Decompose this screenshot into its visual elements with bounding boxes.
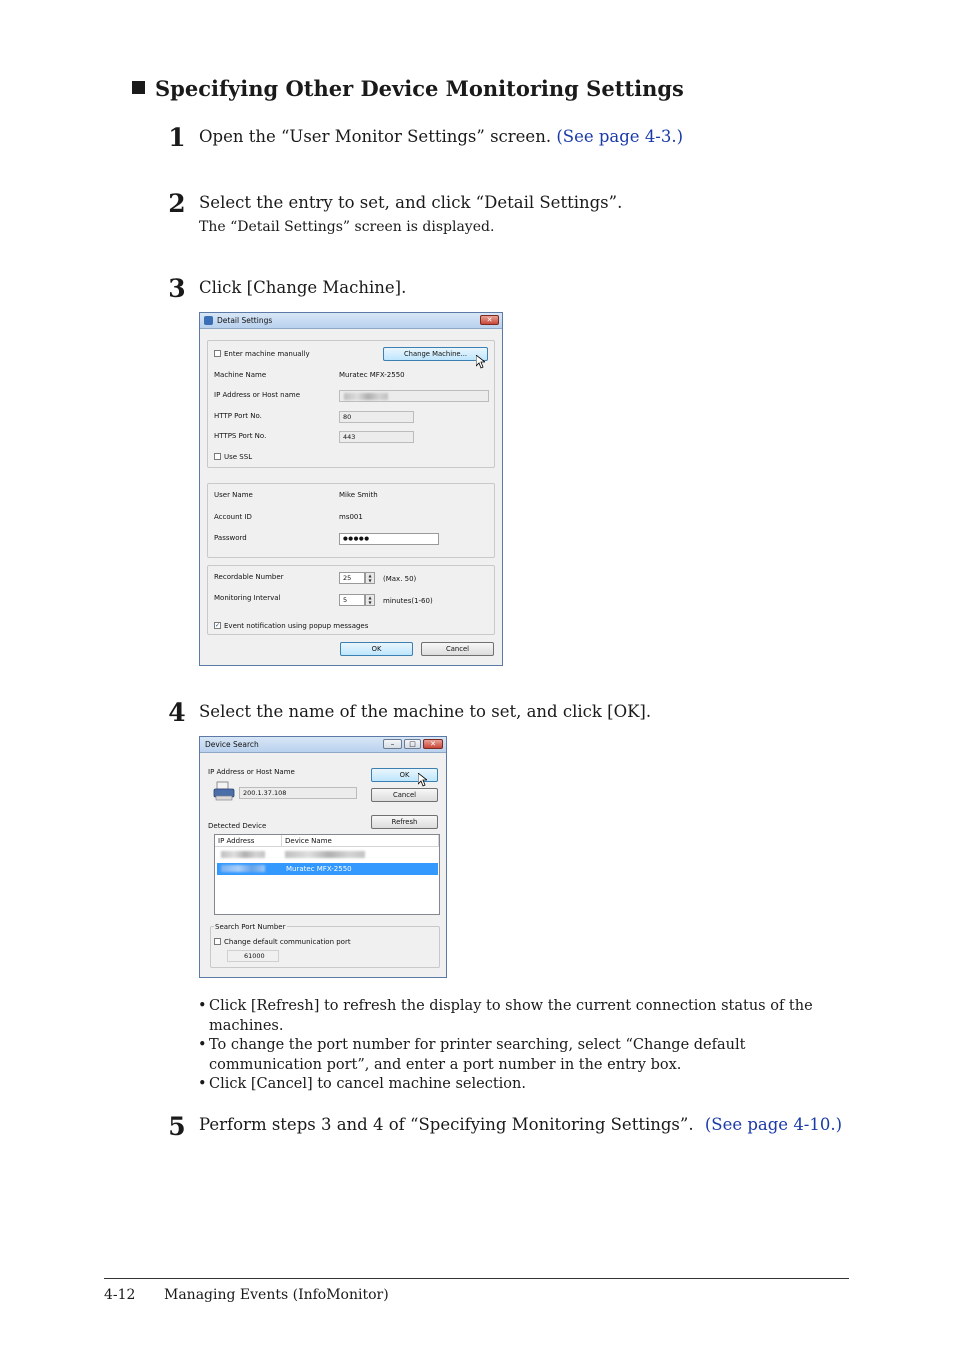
- search-port-label: Search Port Number: [215, 923, 286, 931]
- refresh-button[interactable]: Refresh: [371, 815, 438, 829]
- step-text-4: Select the name of the machine to set, and click [OK].: [199, 702, 652, 721]
- detected-device-label: Detected Device: [208, 822, 267, 830]
- minimize-icon[interactable]: –: [383, 739, 402, 749]
- http-port-field[interactable]: 80: [339, 411, 414, 423]
- detail-settings-dialog: [199, 312, 503, 666]
- step-number-2: 2: [168, 189, 186, 218]
- notes-list: [198, 997, 858, 1095]
- step-number-1: 1: [168, 123, 186, 152]
- cancel-button[interactable]: Cancel: [421, 642, 494, 656]
- printer-icon: [213, 781, 235, 801]
- https-port-label: HTTPS Port No.: [214, 432, 267, 440]
- account-id-value: ms001: [339, 513, 363, 521]
- password-field[interactable]: ●●●●●: [339, 533, 439, 545]
- event-notification-label: Event notification using popup messages: [224, 622, 369, 630]
- see-page-link-5[interactable]: (See page 4-10.): [704, 1115, 843, 1134]
- redacted-ip: [221, 851, 265, 858]
- monitoring-interval-unit: minutes(1-60): [383, 597, 433, 605]
- recordable-number-label: Recordable Number: [214, 573, 284, 581]
- dialog-titlebar: [200, 737, 446, 753]
- ip-host-label: IP Address or Host Name: [208, 768, 295, 776]
- step-number-5: 5: [168, 1112, 186, 1141]
- table-row[interactable]: [217, 863, 438, 875]
- square-bullet-icon: [132, 81, 145, 94]
- dialog-title: Device Search: [205, 740, 259, 749]
- use-ssl-label: Use SSL: [224, 453, 253, 461]
- step-number-3: 3: [168, 274, 186, 303]
- list-item: • To change the port number for printer searching, select “Change default communication port”, and enter a port number in the entry box.: [198, 1036, 858, 1075]
- device-list[interactable]: [214, 834, 440, 915]
- change-port-label: Change default communication port: [224, 938, 351, 946]
- device-search-dialog: [199, 736, 447, 978]
- machine-name-value: Muratec MFX-2550: [339, 371, 405, 379]
- monitoring-interval-label: Monitoring Interval: [214, 594, 281, 602]
- page-number: 4-12: [104, 1287, 136, 1303]
- redacted-device-name: [285, 851, 365, 858]
- footer-divider: [104, 1278, 849, 1279]
- close-icon[interactable]: ✕: [423, 739, 443, 749]
- mouse-cursor-icon: [418, 773, 427, 787]
- maximize-icon[interactable]: □: [404, 739, 421, 749]
- ip-host-field[interactable]: 200.1.37.108: [239, 787, 357, 799]
- step-subtext-2: The “Detail Settings” screen is displayed.: [199, 219, 495, 235]
- dialog-titlebar: [200, 313, 502, 329]
- section-heading: Specifying Other Device Monitoring Settings: [132, 76, 684, 101]
- monitoring-interval-spinner[interactable]: ▲ ▼: [365, 594, 375, 606]
- device-name-cell: Muratec MFX-2550: [286, 865, 352, 873]
- account-id-label: Account ID: [214, 513, 252, 521]
- use-ssl-checkbox[interactable]: [214, 453, 221, 460]
- change-machine-button[interactable]: Change Machine...: [383, 347, 488, 361]
- step-text-5: Perform steps 3 and 4 of “Specifying Monitoring Settings”. (See page 4-10.): [199, 1115, 843, 1134]
- redacted-ip: [221, 865, 265, 872]
- close-icon[interactable]: ✕: [480, 315, 499, 325]
- list-item: • Click [Refresh] to refresh the display to show the current connection status of the machines.: [198, 997, 858, 1036]
- ip-address-field[interactable]: [339, 390, 489, 402]
- event-notification-checkbox[interactable]: ✓: [215, 622, 221, 629]
- monitoring-interval-field[interactable]: 5: [339, 594, 365, 606]
- recordable-number-unit: (Max. 50): [383, 575, 417, 583]
- https-port-field[interactable]: 443: [339, 431, 414, 443]
- recordable-number-field[interactable]: 25: [339, 572, 365, 584]
- recordable-number-spinner[interactable]: ▲ ▼: [365, 572, 375, 584]
- ip-address-label: IP Address or Host name: [214, 391, 301, 399]
- port-field[interactable]: 61000: [227, 950, 279, 962]
- http-port-label: HTTP Port No.: [214, 412, 262, 420]
- user-name-label: User Name: [214, 491, 253, 499]
- dialog-title: Detail Settings: [217, 316, 273, 325]
- cancel-button[interactable]: Cancel: [371, 788, 438, 802]
- enter-manually-checkbox[interactable]: [214, 350, 221, 357]
- app-icon: [204, 316, 213, 325]
- ok-button[interactable]: OK: [371, 768, 438, 782]
- enter-manually-label: Enter machine manually: [224, 350, 310, 358]
- mouse-cursor-icon: [476, 355, 485, 369]
- change-port-checkbox[interactable]: [214, 938, 221, 945]
- see-page-link-1[interactable]: (See page 4-3.): [556, 127, 684, 146]
- ok-button[interactable]: OK: [340, 642, 413, 656]
- column-header-ip[interactable]: IP Address: [215, 835, 282, 847]
- machine-name-label: Machine Name: [214, 371, 267, 379]
- redacted-ip: [344, 393, 388, 400]
- step-text-1: Open the “User Monitor Settings” screen. (See page 4-3.): [199, 127, 684, 146]
- step-number-4: 4: [168, 698, 186, 727]
- list-item: • Click [Cancel] to cancel machine selection.: [198, 1075, 858, 1095]
- step-text-2: Select the entry to set, and click “Detail Settings”.: [199, 193, 623, 212]
- footer-title: Managing Events (InfoMonitor): [164, 1287, 389, 1303]
- password-label: Password: [214, 534, 247, 542]
- user-name-value: Mike Smith: [339, 491, 378, 499]
- column-header-device-name[interactable]: Device Name: [282, 835, 439, 847]
- step-text-3: Click [Change Machine].: [199, 278, 407, 297]
